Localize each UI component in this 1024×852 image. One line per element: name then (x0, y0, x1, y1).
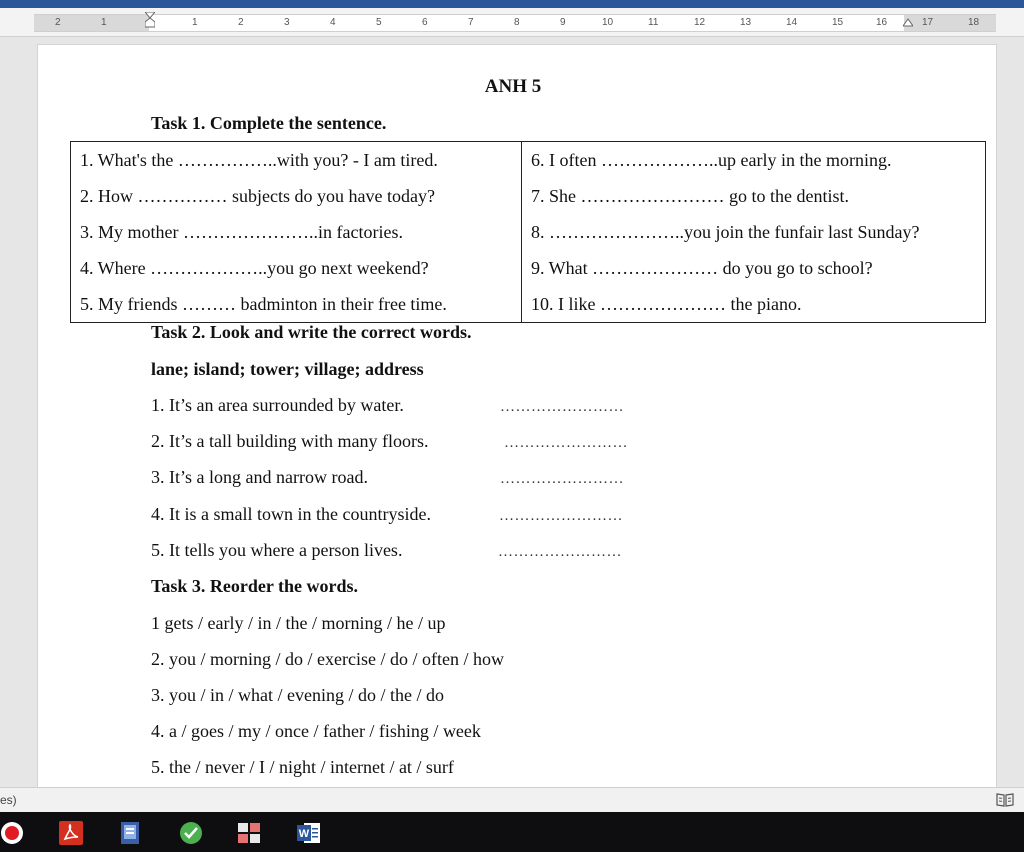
ruler-label: 15 (832, 17, 844, 28)
task3-item: 5. the / never / I / night / internet / at / surf (151, 757, 454, 777)
task2-item: 2. It’s a tall building with many floors. (151, 431, 429, 451)
ruler-label: 3 (284, 17, 290, 28)
table-cell: 2. How …………… subjects do you have today? (71, 178, 522, 214)
ruler-label: 10 (602, 17, 614, 28)
task2-item: 4. It is a small town in the countryside. (151, 504, 431, 524)
taskbar (0, 812, 1024, 852)
ruler-label: 11 (648, 17, 659, 28)
task2-word-bank: lane; island; tower; village; address (151, 359, 424, 379)
table-cell: 5. My friends ……… badminton in their free time. (71, 286, 522, 323)
task2-item: 1. It’s an area surrounded by water. (151, 395, 404, 415)
right-indent-marker[interactable] (903, 12, 913, 28)
table-row (71, 178, 986, 214)
window-top-accent (0, 0, 1024, 8)
book-icon[interactable] (996, 792, 1014, 811)
answer-blank: …………………… (499, 508, 623, 524)
document-workspace[interactable] (0, 37, 1024, 787)
ruler-label: 2 (55, 17, 61, 28)
task1-heading: Task 1. Complete the sentence. (151, 113, 387, 133)
ruler-label: 9 (560, 17, 566, 28)
left-indent-marker[interactable] (145, 12, 155, 28)
ruler-label: 17 (922, 17, 934, 28)
ruler-right-margin (904, 15, 996, 31)
task3-item: 2. you / morning / do / exercise / do / often / how (151, 649, 504, 669)
task3-item: 1 gets / early / in / the / morning / he / up (151, 613, 446, 633)
ruler-label: 12 (694, 17, 706, 28)
ruler-label: 6 (422, 17, 428, 28)
document-title: ANH 5 (484, 76, 542, 97)
table-row (71, 250, 986, 286)
task2-item: 3. It’s a long and narrow road. (151, 467, 368, 487)
answer-blank: …………………… (500, 471, 624, 487)
table-cell: 10. I like ………………… the piano. (522, 286, 986, 323)
ruler-label: 1 (101, 17, 107, 28)
answer-blank: …………………… (498, 544, 622, 560)
ruler-label: 18 (968, 17, 980, 28)
ruler-left-margin (34, 15, 149, 31)
table-row (71, 214, 986, 250)
task3-item: 4. a / goes / my / once / father / fishing / week (151, 721, 481, 741)
ruler-label: 1 (192, 17, 198, 28)
table-cell: 9. What ………………… do you go to school? (522, 250, 986, 286)
table-cell: 4. Where ………………..you go next weekend? (71, 250, 522, 286)
ruler-label: 2 (238, 17, 244, 28)
ruler-label: 8 (514, 17, 520, 28)
table-row (71, 286, 986, 323)
ruler-label: 4 (330, 17, 336, 28)
answer-blank: …………………… (500, 399, 624, 415)
task1-table (70, 141, 986, 323)
table-cell: 8. …………………..you join the funfair last Sunday? (522, 214, 986, 250)
document-app-icon[interactable] (118, 820, 144, 846)
svg-text:W: W (298, 828, 310, 840)
ruler-label: 14 (786, 17, 798, 28)
status-text: es) (0, 793, 17, 807)
task2-item: 5. It tells you where a person lives. (151, 540, 403, 560)
grid-app-icon[interactable] (236, 820, 262, 846)
ruler-label: 16 (876, 17, 888, 28)
task3-heading: Task 3. Reorder the words. (151, 576, 359, 596)
acrobat-icon[interactable] (58, 820, 84, 846)
task3-item: 3. you / in / what / evening / do / the / do (151, 685, 444, 705)
table-cell: 3. My mother …………………..in factories. (71, 214, 522, 250)
table-row (71, 142, 986, 179)
ruler-label: 13 (740, 17, 752, 28)
table-cell: 1. What's the ……………..with you? - I am tired. (71, 142, 522, 179)
ruler-label: 7 (468, 17, 474, 28)
answer-blank: …………………… (504, 435, 628, 451)
word-icon[interactable] (296, 820, 322, 846)
task2-heading: Task 2. Look and write the correct words. (151, 322, 472, 342)
document-page[interactable] (38, 45, 996, 787)
ruler-label: 5 (376, 17, 382, 28)
status-bar (0, 787, 1024, 813)
table-cell: 7. She …………………… go to the dentist. (522, 178, 986, 214)
record-icon[interactable] (0, 820, 26, 846)
green-app-icon[interactable] (178, 820, 204, 846)
table-cell: 6. I often ………………..up early in the morning. (522, 142, 986, 179)
horizontal-ruler[interactable] (0, 8, 1024, 37)
